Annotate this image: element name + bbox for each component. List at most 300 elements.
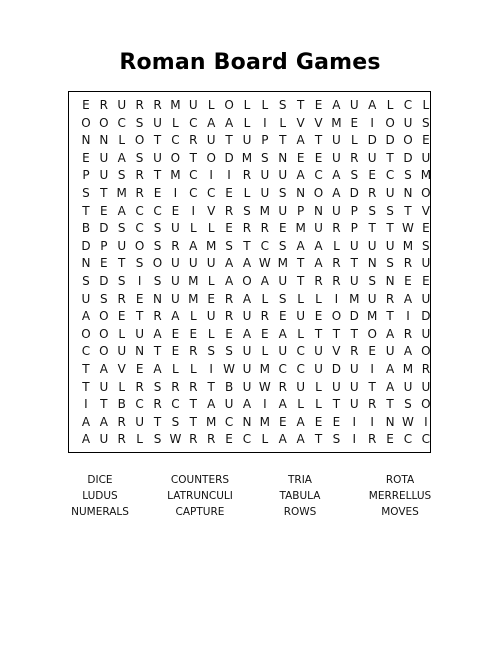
grid-letter[interactable]: T: [368, 221, 376, 236]
grid-letter[interactable]: I: [227, 168, 231, 183]
grid-letter[interactable]: D: [99, 221, 109, 236]
grid-letter[interactable]: U: [332, 150, 341, 165]
grid-letter[interactable]: U: [385, 185, 395, 200]
grid-letter[interactable]: T: [386, 397, 394, 412]
grid-letter[interactable]: A: [332, 185, 341, 200]
grid-letter[interactable]: S: [332, 432, 341, 447]
grid-letter[interactable]: U: [242, 133, 252, 148]
grid-letter[interactable]: I: [209, 168, 213, 183]
grid-letter[interactable]: R: [368, 185, 377, 200]
grid-letter[interactable]: A: [314, 256, 323, 271]
grid-letter[interactable]: C: [403, 98, 413, 112]
grid-letter[interactable]: T: [386, 221, 394, 236]
grid-letter[interactable]: N: [385, 273, 395, 288]
grid-letter[interactable]: U: [349, 273, 359, 288]
grid-letter[interactable]: U: [188, 256, 198, 271]
grid-letter[interactable]: M: [420, 168, 432, 183]
grid-letter[interactable]: U: [296, 379, 306, 394]
grid-letter[interactable]: E: [404, 273, 412, 288]
grid-letter[interactable]: U: [81, 291, 91, 306]
grid-letter[interactable]: N: [367, 256, 377, 271]
grid-letter[interactable]: P: [297, 203, 305, 218]
grid-letter[interactable]: I: [263, 397, 267, 412]
grid-letter[interactable]: T: [296, 98, 305, 112]
grid-letter[interactable]: C: [224, 414, 234, 429]
grid-letter[interactable]: R: [350, 150, 359, 165]
grid-letter[interactable]: E: [314, 309, 323, 324]
grid-letter[interactable]: L: [333, 238, 340, 253]
grid-letter[interactable]: A: [242, 256, 252, 271]
grid-letter[interactable]: R: [332, 273, 341, 288]
grid-letter[interactable]: U: [242, 379, 252, 394]
grid-letter[interactable]: O: [81, 326, 91, 341]
grid-letter[interactable]: D: [99, 273, 109, 288]
grid-letter[interactable]: I: [209, 361, 213, 376]
grid-letter[interactable]: U: [349, 379, 359, 394]
grid-letter[interactable]: U: [421, 256, 431, 271]
grid-letter[interactable]: T: [350, 326, 358, 341]
grid-letter[interactable]: S: [135, 256, 144, 271]
grid-letter[interactable]: A: [278, 397, 287, 412]
grid-letter[interactable]: C: [81, 344, 91, 359]
grid-letter[interactable]: B: [117, 397, 126, 412]
grid-letter[interactable]: A: [99, 361, 108, 376]
grid-letter[interactable]: B: [81, 221, 91, 236]
grid-letter[interactable]: T: [243, 238, 251, 253]
grid-letter[interactable]: T: [386, 309, 394, 324]
grid-letter[interactable]: L: [207, 221, 215, 236]
grid-letter[interactable]: S: [153, 432, 162, 447]
grid-letter[interactable]: L: [297, 397, 304, 412]
grid-letter[interactable]: M: [402, 238, 414, 253]
grid-letter[interactable]: B: [224, 379, 234, 394]
grid-letter[interactable]: T: [350, 256, 358, 271]
grid-letter[interactable]: R: [117, 291, 126, 306]
grid-letter[interactable]: R: [332, 221, 341, 236]
grid-letter[interactable]: U: [242, 361, 252, 376]
grid-letter[interactable]: R: [99, 98, 108, 112]
grid-letter[interactable]: U: [206, 309, 216, 324]
grid-letter[interactable]: N: [296, 185, 306, 200]
grid-letter[interactable]: L: [297, 291, 304, 306]
grid-letter[interactable]: E: [171, 203, 180, 218]
grid-letter[interactable]: O: [99, 115, 109, 130]
grid-letter[interactable]: E: [100, 203, 108, 218]
grid-letter[interactable]: A: [278, 432, 287, 447]
grid-letter[interactable]: A: [189, 238, 198, 253]
grid-letter[interactable]: D: [385, 133, 395, 148]
grid-letter[interactable]: S: [135, 150, 144, 165]
grid-letter[interactable]: T: [279, 133, 287, 148]
grid-letter[interactable]: E: [225, 185, 233, 200]
grid-letter[interactable]: C: [135, 397, 144, 412]
grid-letter[interactable]: M: [206, 238, 217, 253]
grid-letter[interactable]: R: [332, 256, 341, 271]
grid-letter[interactable]: A: [296, 432, 305, 447]
grid-letter[interactable]: C: [206, 185, 216, 200]
grid-letter[interactable]: U: [153, 115, 162, 130]
grid-letter[interactable]: R: [171, 238, 180, 253]
grid-letter[interactable]: S: [100, 291, 108, 306]
grid-letter[interactable]: D: [421, 309, 431, 324]
grid-letter[interactable]: E: [261, 326, 269, 341]
grid-letter[interactable]: A: [385, 379, 395, 394]
grid-letter[interactable]: A: [296, 168, 305, 183]
grid-letter[interactable]: A: [117, 203, 126, 218]
grid-letter[interactable]: L: [261, 432, 269, 447]
grid-letter[interactable]: E: [82, 98, 90, 112]
grid-letter[interactable]: T: [82, 361, 90, 376]
grid-letter[interactable]: L: [261, 344, 269, 359]
grid-letter[interactable]: S: [243, 203, 251, 218]
grid-letter[interactable]: O: [421, 344, 431, 359]
grid-letter[interactable]: E: [332, 414, 341, 429]
grid-letter[interactable]: T: [82, 203, 90, 218]
grid-letter[interactable]: U: [385, 238, 395, 253]
grid-letter[interactable]: I: [84, 397, 88, 412]
grid-letter[interactable]: U: [314, 344, 323, 359]
grid-letter[interactable]: R: [224, 203, 234, 218]
grid-letter[interactable]: C: [314, 168, 323, 183]
grid-letter[interactable]: E: [135, 361, 144, 376]
grid-letter[interactable]: T: [100, 397, 108, 412]
grid-letter[interactable]: C: [117, 115, 126, 130]
grid-letter[interactable]: I: [352, 414, 357, 429]
grid-letter[interactable]: U: [242, 309, 252, 324]
grid-letter[interactable]: L: [261, 98, 269, 112]
grid-letter[interactable]: M: [402, 361, 414, 376]
grid-letter[interactable]: V: [207, 203, 216, 218]
grid-letter[interactable]: U: [367, 238, 377, 253]
grid-letter[interactable]: O: [134, 133, 145, 148]
grid-letter[interactable]: S: [225, 344, 233, 359]
grid-letter[interactable]: S: [261, 150, 269, 165]
grid-letter[interactable]: P: [350, 221, 358, 236]
grid-letter[interactable]: L: [136, 432, 143, 447]
grid-letter[interactable]: O: [367, 326, 377, 341]
grid-letter[interactable]: U: [421, 326, 431, 341]
grid-letter[interactable]: R: [207, 432, 216, 447]
grid-letter[interactable]: C: [278, 361, 287, 376]
grid-letter[interactable]: L: [189, 221, 197, 236]
grid-letter[interactable]: N: [314, 203, 324, 218]
grid-letter[interactable]: L: [207, 98, 215, 112]
grid-letter[interactable]: S: [117, 273, 126, 288]
grid-letter[interactable]: E: [171, 326, 180, 341]
grid-letter[interactable]: A: [224, 256, 234, 271]
grid-letter[interactable]: S: [153, 221, 162, 236]
grid-letter[interactable]: S: [171, 414, 180, 429]
grid-letter[interactable]: E: [350, 115, 359, 130]
grid-letter[interactable]: E: [278, 221, 287, 236]
grid-letter[interactable]: S: [153, 273, 162, 288]
grid-letter[interactable]: M: [259, 361, 271, 376]
grid-letter[interactable]: I: [424, 414, 428, 429]
grid-letter[interactable]: A: [207, 115, 216, 130]
grid-letter[interactable]: S: [153, 379, 162, 394]
grid-letter[interactable]: U: [153, 150, 162, 165]
grid-letter[interactable]: A: [260, 273, 269, 288]
grid-letter[interactable]: S: [82, 273, 90, 288]
grid-letter[interactable]: A: [81, 414, 91, 429]
grid-letter[interactable]: M: [295, 221, 306, 236]
grid-letter[interactable]: L: [350, 133, 358, 148]
grid-letter[interactable]: U: [117, 98, 127, 112]
grid-letter[interactable]: L: [297, 326, 304, 341]
grid-letter[interactable]: L: [118, 326, 126, 341]
grid-letter[interactable]: E: [189, 326, 198, 341]
grid-letter[interactable]: N: [278, 150, 288, 165]
grid-letter[interactable]: E: [278, 414, 287, 429]
grid-letter[interactable]: W: [402, 414, 414, 429]
grid-letter[interactable]: E: [82, 150, 90, 165]
grid-letter[interactable]: A: [403, 344, 413, 359]
grid-letter[interactable]: A: [296, 133, 305, 148]
grid-letter[interactable]: R: [135, 98, 144, 112]
grid-letter[interactable]: L: [189, 309, 197, 324]
grid-letter[interactable]: E: [314, 414, 323, 429]
grid-letter[interactable]: U: [260, 185, 270, 200]
grid-letter[interactable]: U: [367, 291, 377, 306]
grid-letter[interactable]: U: [332, 133, 341, 148]
grid-letter[interactable]: R: [403, 326, 413, 341]
grid-letter[interactable]: U: [260, 168, 270, 183]
grid-letter[interactable]: S: [207, 344, 215, 359]
grid-letter[interactable]: A: [117, 150, 126, 165]
grid-letter[interactable]: M: [259, 414, 271, 429]
grid-letter[interactable]: R: [153, 397, 162, 412]
grid-letter[interactable]: D: [81, 238, 91, 253]
grid-letter[interactable]: E: [225, 221, 233, 236]
grid-letter[interactable]: A: [81, 432, 91, 447]
grid-letter[interactable]: W: [258, 256, 271, 271]
grid-letter[interactable]: I: [173, 185, 178, 200]
grid-letter[interactable]: C: [135, 221, 144, 236]
grid-letter[interactable]: S: [422, 115, 430, 130]
grid-letter[interactable]: U: [421, 379, 431, 394]
grid-letter[interactable]: R: [117, 414, 126, 429]
grid-letter[interactable]: R: [368, 397, 377, 412]
grid-letter[interactable]: R: [189, 432, 198, 447]
grid-letter[interactable]: U: [367, 150, 377, 165]
grid-letter[interactable]: E: [171, 344, 180, 359]
grid-letter[interactable]: R: [385, 291, 395, 306]
grid-letter[interactable]: I: [370, 361, 374, 376]
grid-letter[interactable]: N: [153, 291, 162, 306]
grid-letter[interactable]: U: [421, 291, 431, 306]
grid-letter[interactable]: P: [100, 238, 108, 253]
grid-letter[interactable]: C: [296, 361, 305, 376]
grid-letter[interactable]: R: [189, 379, 198, 394]
grid-letter[interactable]: S: [404, 397, 412, 412]
grid-letter[interactable]: L: [118, 133, 126, 148]
grid-letter[interactable]: N: [385, 414, 395, 429]
grid-letter[interactable]: N: [135, 344, 145, 359]
grid-letter[interactable]: R: [189, 344, 198, 359]
grid-letter[interactable]: E: [278, 309, 287, 324]
grid-letter[interactable]: A: [81, 309, 91, 324]
grid-letter[interactable]: A: [153, 361, 162, 376]
grid-letter[interactable]: R: [350, 344, 359, 359]
grid-letter[interactable]: O: [224, 98, 234, 112]
grid-letter[interactable]: R: [368, 432, 377, 447]
grid-letter[interactable]: R: [242, 221, 252, 236]
grid-letter[interactable]: T: [314, 326, 323, 341]
grid-letter[interactable]: T: [189, 397, 197, 412]
grid-letter[interactable]: D: [367, 133, 377, 148]
grid-letter[interactable]: U: [224, 397, 234, 412]
grid-letter[interactable]: T: [82, 379, 90, 394]
grid-letter[interactable]: R: [421, 361, 431, 376]
grid-letter[interactable]: S: [135, 115, 144, 130]
grid-letter[interactable]: S: [153, 238, 162, 253]
grid-letter[interactable]: P: [82, 168, 90, 183]
grid-letter[interactable]: A: [99, 414, 108, 429]
grid-letter[interactable]: A: [385, 326, 395, 341]
grid-letter[interactable]: R: [314, 273, 323, 288]
grid-letter[interactable]: W: [169, 432, 182, 447]
grid-letter[interactable]: V: [421, 203, 430, 218]
grid-letter[interactable]: S: [404, 168, 412, 183]
grid-letter[interactable]: L: [422, 98, 430, 112]
grid-letter[interactable]: A: [242, 291, 252, 306]
grid-letter[interactable]: C: [189, 168, 198, 183]
grid-letter[interactable]: A: [368, 98, 377, 112]
grid-letter[interactable]: U: [349, 98, 359, 112]
grid-letter[interactable]: L: [261, 291, 269, 306]
grid-letter[interactable]: S: [368, 203, 376, 218]
grid-letter[interactable]: R: [224, 291, 234, 306]
grid-letter[interactable]: A: [296, 238, 305, 253]
grid-letter[interactable]: S: [386, 256, 394, 271]
grid-letter[interactable]: W: [402, 221, 414, 236]
grid-letter[interactable]: W: [258, 379, 271, 394]
grid-letter[interactable]: T: [386, 150, 394, 165]
grid-letter[interactable]: T: [100, 185, 108, 200]
grid-letter[interactable]: M: [259, 203, 271, 218]
grid-letter[interactable]: E: [135, 291, 144, 306]
grid-letter[interactable]: S: [117, 168, 126, 183]
grid-letter[interactable]: N: [403, 185, 413, 200]
grid-letter[interactable]: R: [153, 98, 162, 112]
grid-letter[interactable]: M: [188, 273, 199, 288]
grid-letter[interactable]: L: [243, 98, 251, 112]
grid-letter[interactable]: D: [403, 150, 413, 165]
grid-letter[interactable]: L: [279, 115, 287, 130]
grid-letter[interactable]: T: [189, 150, 197, 165]
grid-letter[interactable]: O: [170, 150, 181, 165]
grid-letter[interactable]: U: [135, 414, 145, 429]
grid-letter[interactable]: S: [278, 98, 287, 112]
grid-letter[interactable]: S: [278, 185, 287, 200]
grid-letter[interactable]: R: [189, 133, 198, 148]
grid-letter[interactable]: L: [243, 115, 251, 130]
grid-letter[interactable]: C: [189, 185, 198, 200]
grid-letter[interactable]: U: [332, 379, 341, 394]
grid-letter[interactable]: U: [171, 221, 180, 236]
grid-letter[interactable]: T: [332, 326, 341, 341]
grid-letter[interactable]: M: [277, 256, 288, 271]
grid-letter[interactable]: S: [225, 238, 233, 253]
grid-letter[interactable]: U: [278, 344, 288, 359]
grid-letter[interactable]: E: [422, 133, 430, 148]
grid-letter[interactable]: S: [278, 291, 287, 306]
grid-letter[interactable]: L: [172, 115, 179, 130]
grid-letter[interactable]: C: [171, 133, 180, 148]
grid-letter[interactable]: A: [278, 326, 287, 341]
grid-letter[interactable]: L: [207, 273, 215, 288]
grid-letter[interactable]: O: [99, 326, 109, 341]
grid-letter[interactable]: C: [296, 344, 305, 359]
grid-letter[interactable]: V: [314, 115, 323, 130]
grid-letter[interactable]: A: [242, 326, 252, 341]
grid-letter[interactable]: O: [206, 150, 216, 165]
grid-letter[interactable]: M: [170, 98, 181, 112]
grid-letter[interactable]: E: [225, 326, 233, 341]
grid-letter[interactable]: U: [171, 256, 180, 271]
grid-letter[interactable]: T: [314, 432, 323, 447]
grid-letter[interactable]: E: [117, 309, 126, 324]
grid-letter[interactable]: O: [99, 309, 109, 324]
grid-letter[interactable]: M: [116, 185, 127, 200]
grid-letter[interactable]: U: [278, 168, 288, 183]
grid-letter[interactable]: E: [314, 98, 323, 112]
grid-letter[interactable]: I: [334, 291, 339, 306]
grid-letter[interactable]: U: [349, 361, 359, 376]
grid-letter[interactable]: U: [314, 361, 323, 376]
grid-letter[interactable]: T: [296, 256, 305, 271]
grid-letter[interactable]: O: [81, 115, 91, 130]
grid-letter[interactable]: U: [99, 432, 109, 447]
grid-letter[interactable]: A: [296, 414, 305, 429]
grid-letter[interactable]: M: [241, 150, 253, 165]
grid-letter[interactable]: S: [278, 238, 287, 253]
grid-letter[interactable]: U: [242, 344, 252, 359]
grid-letter[interactable]: O: [421, 185, 431, 200]
grid-letter[interactable]: R: [403, 256, 413, 271]
grid-letter[interactable]: U: [278, 203, 288, 218]
grid-letter[interactable]: T: [296, 273, 305, 288]
grid-letter[interactable]: I: [137, 273, 142, 288]
grid-letter[interactable]: V: [296, 115, 305, 130]
grid-letter[interactable]: M: [206, 414, 217, 429]
grid-letter[interactable]: M: [170, 168, 181, 183]
grid-letter[interactable]: E: [100, 256, 108, 271]
grid-letter[interactable]: T: [153, 344, 162, 359]
grid-letter[interactable]: U: [188, 98, 198, 112]
grid-letter[interactable]: A: [332, 98, 341, 112]
grid-letter[interactable]: C: [135, 203, 144, 218]
grid-letter[interactable]: V: [117, 361, 126, 376]
grid-letter[interactable]: M: [367, 309, 378, 324]
grid-letter[interactable]: S: [422, 238, 430, 253]
grid-letter[interactable]: A: [332, 168, 341, 183]
grid-letter[interactable]: L: [189, 361, 197, 376]
grid-letter[interactable]: E: [386, 432, 394, 447]
grid-letter[interactable]: E: [422, 273, 430, 288]
grid-letter[interactable]: M: [188, 291, 199, 306]
grid-letter[interactable]: C: [421, 432, 431, 447]
grid-letter[interactable]: T: [332, 397, 341, 412]
grid-letter[interactable]: A: [403, 291, 413, 306]
grid-letter[interactable]: A: [207, 397, 216, 412]
grid-letter[interactable]: N: [99, 133, 109, 148]
grid-letter[interactable]: O: [99, 344, 109, 359]
grid-letter[interactable]: T: [404, 203, 412, 218]
grid-letter[interactable]: R: [278, 379, 287, 394]
grid-letter[interactable]: S: [386, 203, 394, 218]
grid-letter[interactable]: R: [135, 185, 144, 200]
